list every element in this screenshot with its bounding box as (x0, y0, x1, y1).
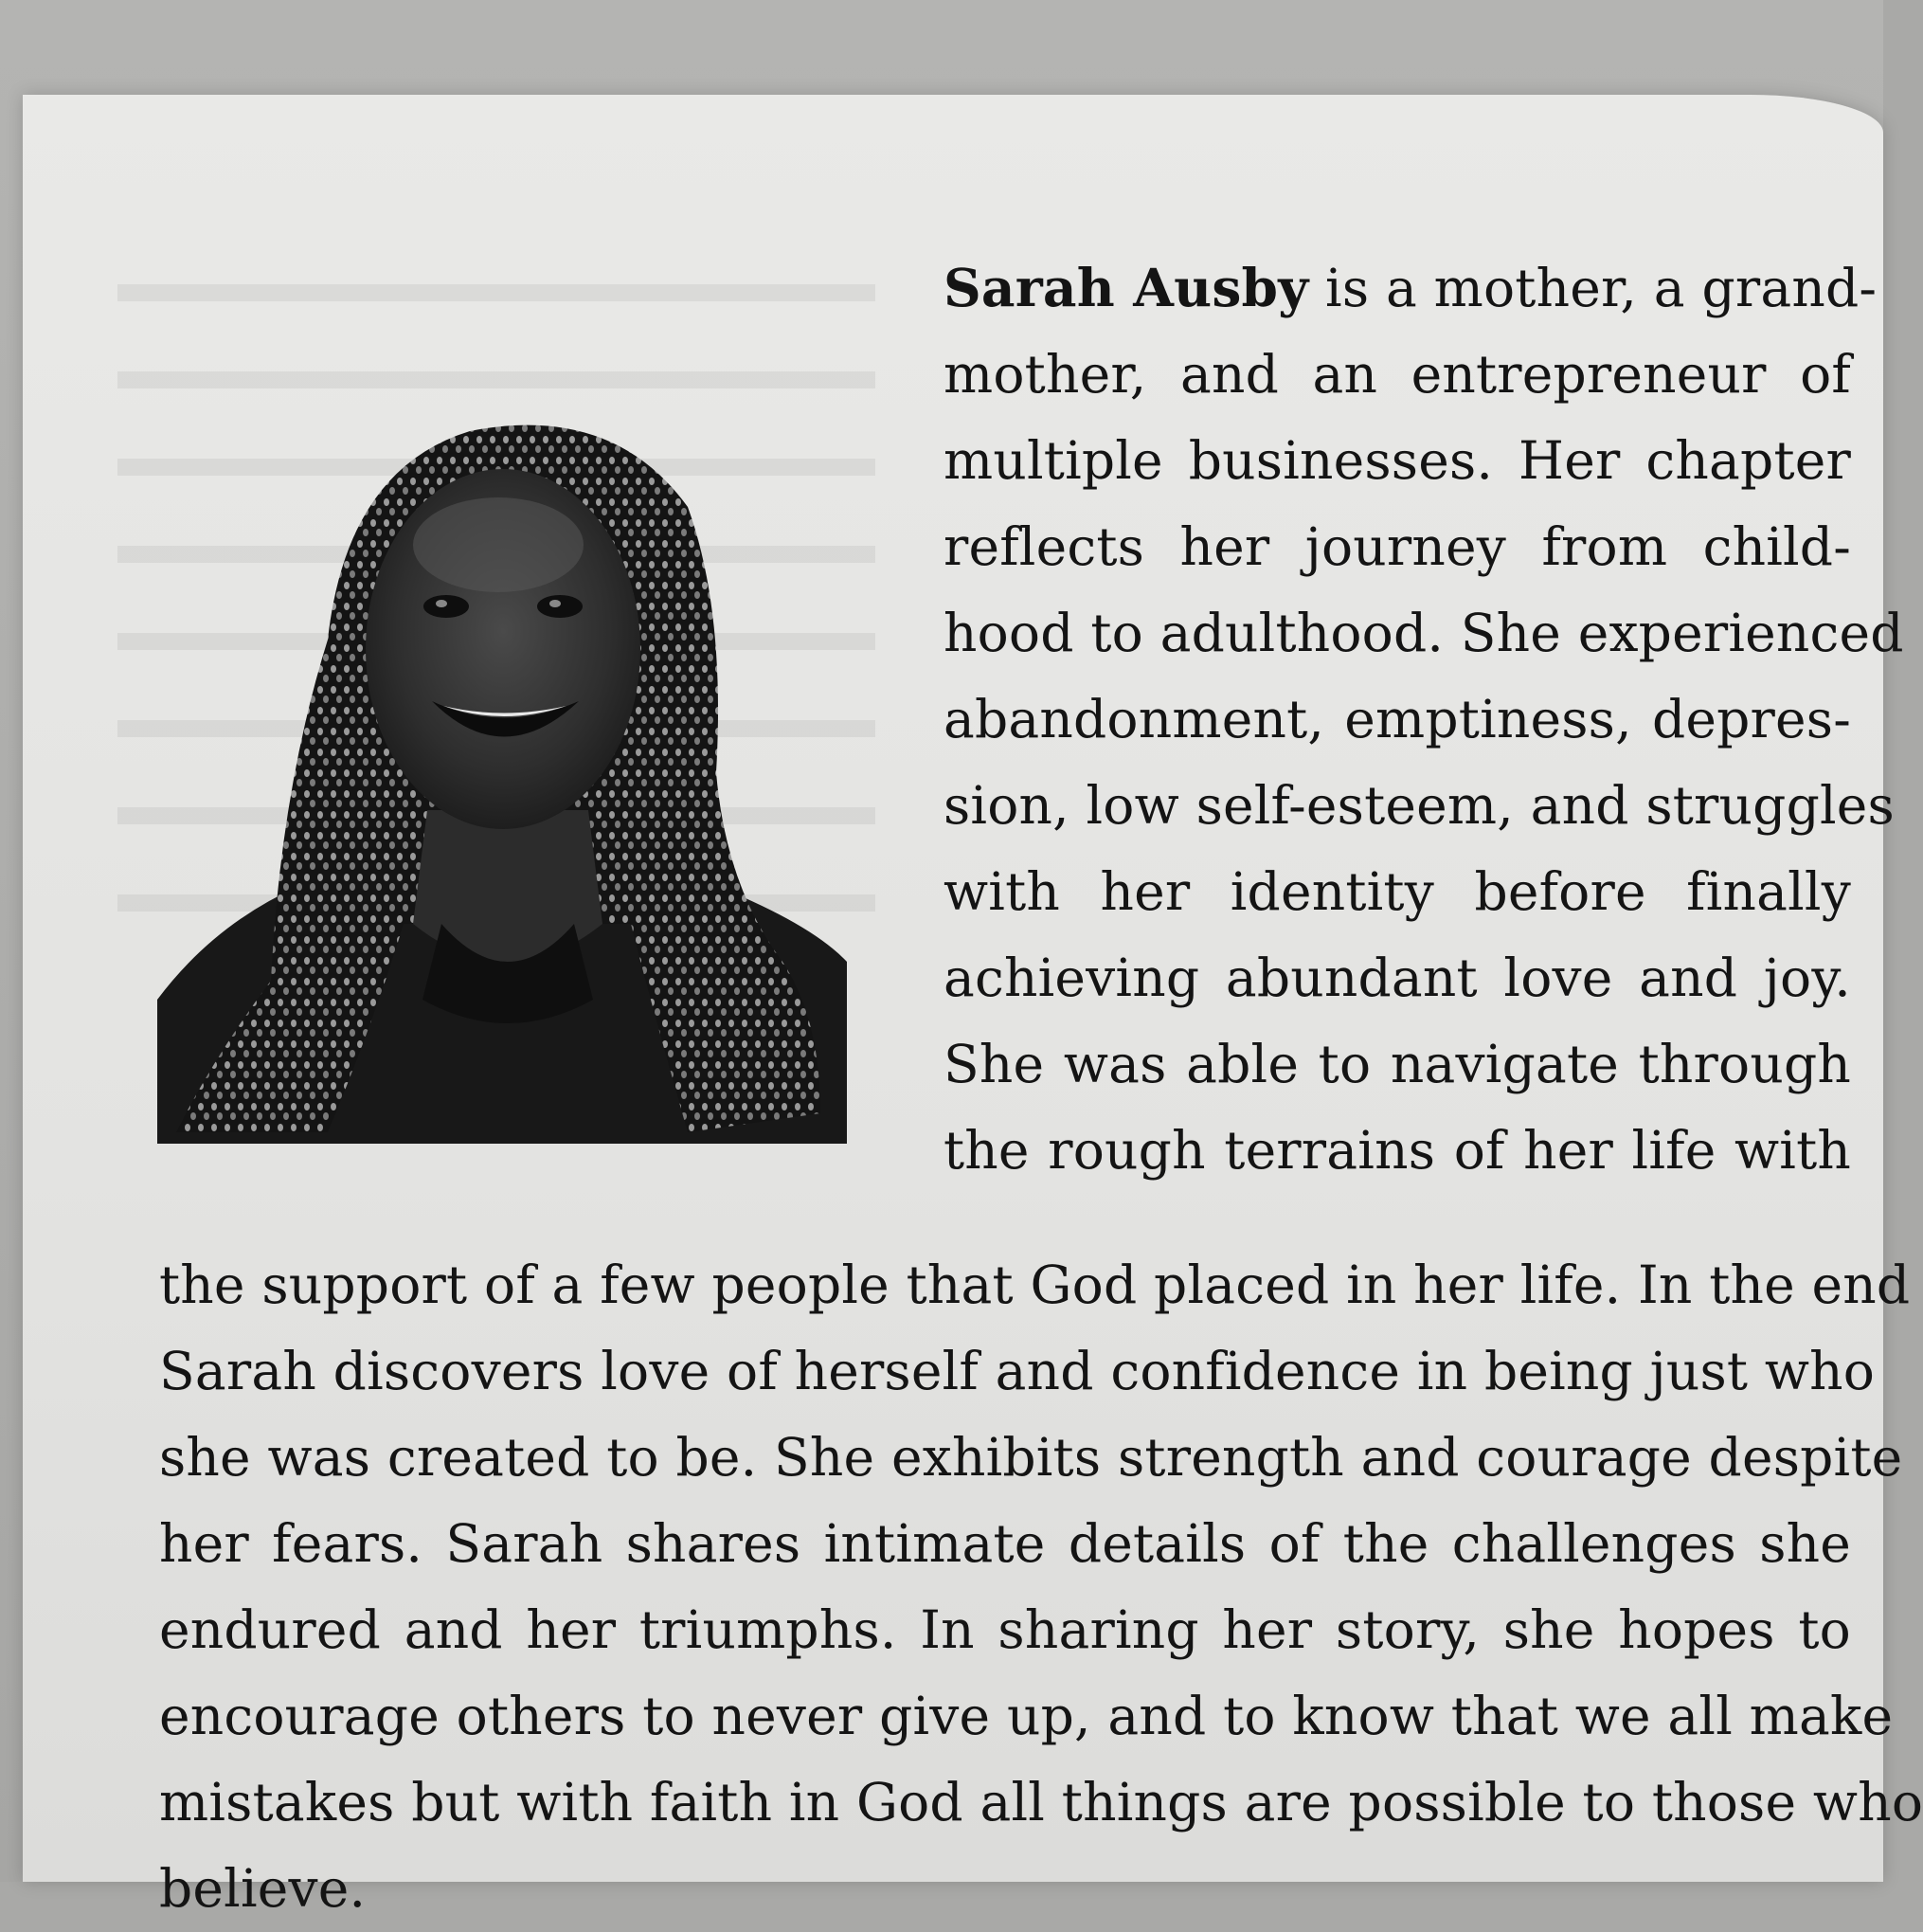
bio-line: the support of a few people that God placed in her life. In the end (159, 1255, 1911, 1315)
bio-line: She was able to navigate through (944, 1034, 1851, 1094)
bio-line: achieving abundant love and joy. (944, 948, 1851, 1008)
bio-line: the rough terrains of her life with (944, 1120, 1851, 1181)
bio-line: believe. (159, 1858, 367, 1919)
bio-line: she was created to be. She exhibits strength and courage despite (159, 1427, 1903, 1488)
bio-line: mistakes but with faith in God all things are possible to those who (159, 1772, 1923, 1833)
bio-line: encourage others to never give up, and to know that we all make (159, 1686, 1894, 1746)
bio-line: multiple businesses. Her chapter (944, 430, 1851, 491)
bio-line: sion, low self-esteem, and struggles (944, 775, 1895, 836)
author-name: Sarah Ausby (944, 257, 1309, 318)
bio-line: with her identity before finally (944, 861, 1851, 922)
book-page (23, 95, 1923, 1919)
bio-line: mother, and an entrepreneur of (944, 344, 1851, 405)
bio-line: reflects her journey from child- (944, 516, 1851, 577)
bio-line: her fears. Sarah shares intimate details of the challenges she (159, 1513, 1851, 1574)
bio-paragraph-wrapped (944, 244, 1904, 1194)
author-portrait-photo (157, 393, 847, 1144)
bio-line: Sarah Ausby is a mother, a grand- (944, 257, 1878, 318)
portrait-image (157, 393, 847, 1144)
bio-line: endured and her triumphs. In sharing her story, she hopes to (159, 1599, 1851, 1660)
bio-paragraph-full (159, 1242, 1923, 1932)
bio-line: hood to adulthood. She experienced (944, 603, 1904, 663)
bio-line: abandonment, emptiness, depres- (944, 689, 1851, 749)
bio-line: Sarah discovers love of herself and confidence in being just who (159, 1341, 1876, 1401)
